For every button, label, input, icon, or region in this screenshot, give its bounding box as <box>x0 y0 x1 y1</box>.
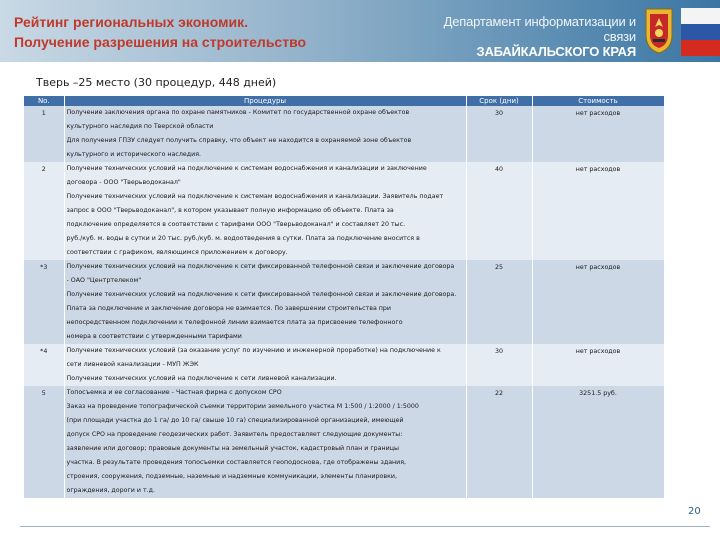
procedure-line: руб./куб. м. воды в сутки и 20 тыс. руб./куб. м. водоотведения в сутки. Плата за подключение вносится в <box>66 235 420 242</box>
table-row <box>24 162 664 260</box>
header-banner <box>0 0 720 62</box>
procedure-line: сети ливневой канализации - МУП ЖЭК <box>66 361 199 368</box>
slide-title <box>14 12 306 52</box>
procedure-description <box>64 344 466 386</box>
procedure-description <box>64 386 466 498</box>
procedure-days: 40 <box>466 162 532 260</box>
procedure-cost: 3251.5 руб. <box>532 386 664 498</box>
table-row <box>24 260 664 344</box>
department-line-1: Департамент информатизации и связи <box>443 14 636 44</box>
procedure-line: Получение технических условий на подключение к сети фиксированной телефонной связи и заключение договора <box>66 263 455 270</box>
procedure-line: Получение технических условий на подключение к системам водоснабжения и канализации и заключение <box>66 165 427 172</box>
procedure-line: подключение определяется в соответствии с тарифами ООО "Тверьводоканал" и составляет 20 тыс. <box>66 221 406 228</box>
procedure-line: Получение заключения органа по охране памятников - Комитет по государственной охране объектов <box>66 109 410 116</box>
procedure-line: строения, сооружения, подземные, наземные и надземные коммуникации, элементы планировки, <box>66 473 397 480</box>
procedure-line: ограждения, дороги и т.д. <box>66 487 155 494</box>
procedure-line: заявление или договор; правовые документы на земельный участок, кадастровый план и границы <box>66 445 399 452</box>
procedure-cost: нет расходов <box>532 344 664 386</box>
flag-icon <box>681 8 720 56</box>
procedures-table <box>24 96 665 498</box>
procedure-description <box>64 162 466 260</box>
coat-of-arms-icon <box>643 5 675 55</box>
procedure-line: Топосъемка и ее согласование - Частная фирма с допуском СРО <box>66 389 282 396</box>
procedure-line: соответствии с графиком, являющимся приложением к договору. <box>66 249 288 256</box>
procedure-cost: нет расходов <box>532 260 664 344</box>
row-number: *3 <box>24 260 64 344</box>
table-row <box>24 386 664 498</box>
department-line-2: ЗАБАЙКАЛЬСКОГО КРАЯ <box>476 44 636 59</box>
table-row <box>24 106 664 162</box>
procedure-line: запрос в ООО "Тверьводоканал", в котором указывает полную информацию об объекте. Плата за <box>66 207 394 214</box>
page-number: 20 <box>688 506 701 517</box>
row-number: 1 <box>24 106 64 162</box>
procedure-days: 30 <box>466 344 532 386</box>
row-number: 2 <box>24 162 64 260</box>
header-procedures: Процедуры <box>64 96 466 106</box>
procedure-line: участка. В результате проведения топосъемки составляется геоподоснова, где отображены здания, <box>66 459 407 466</box>
city-rating-subtitle: Тверь –25 место (30 процедур, 448 дней) <box>36 76 277 89</box>
procedure-line: - ОАО "Центртелеком" <box>66 277 142 284</box>
procedure-description <box>64 106 466 162</box>
procedure-line: культурного наследия по Тверской области <box>66 123 214 130</box>
procedure-line: номера в соответствии с утвержденными тарифами <box>66 333 242 340</box>
procedure-line: (при площади участка до 1 га/ до 10 га/ свыше 10 га) специализированной организацией, имеющей <box>66 417 404 424</box>
header-no: No. <box>24 96 64 106</box>
procedure-line: Плата за подключение и заключение договора не взимается. По завершении строительства при <box>66 305 392 312</box>
procedure-line: Для получения ГПЗУ следует получить справку, что объект не находится в охраняемой зоне объектов <box>66 137 412 144</box>
procedure-line: Получение технических условий на подключение к системам водоснабжения и канализации. Заявитель подает <box>66 193 444 200</box>
procedure-days: 30 <box>466 106 532 162</box>
table-header-row <box>24 96 664 106</box>
title-line-2: Получение разрешения на строительство <box>14 34 307 50</box>
procedure-description <box>64 260 466 344</box>
procedure-days: 25 <box>466 260 532 344</box>
header-cost: Стоимость <box>532 96 664 106</box>
procedure-line: культурного и исторического наследия. <box>66 151 201 158</box>
row-number: *4 <box>24 344 64 386</box>
footer-divider <box>20 526 710 527</box>
header-days: Срок (дни) <box>466 96 532 106</box>
table-row <box>24 344 664 386</box>
procedure-cost: нет расходов <box>532 162 664 260</box>
row-number: 5 <box>24 386 64 498</box>
procedure-line: Получение технических условий на подключение к сети фиксированной телефонной связи и заключение договора. <box>66 291 457 298</box>
department-name <box>440 14 636 59</box>
procedure-line: договора - ООО "Тверьводоканал" <box>66 179 181 186</box>
procedure-line: допуск СРО на проведение геодезических работ. Заявитель предоставляет следующие документы: <box>66 431 403 438</box>
title-line-1: Рейтинг региональных экономик. <box>14 14 248 30</box>
procedure-line: Получение технических условий на подключение к сети ливневой канализации. <box>66 375 337 382</box>
procedure-line: Заказ на проведение топографической съемки территории земельного участка М 1:500 / 1:2000 / 1:5000 <box>66 403 419 410</box>
procedure-line: Получение технических условий (за оказание услуг по изучению и инженерной проработке) на подключение к <box>66 347 441 354</box>
procedure-days: 22 <box>466 386 532 498</box>
procedure-line: непосредственном подключении к телефонной линии взимается плата за присвоение телефонного <box>66 319 403 326</box>
procedure-cost: нет расходов <box>532 106 664 162</box>
